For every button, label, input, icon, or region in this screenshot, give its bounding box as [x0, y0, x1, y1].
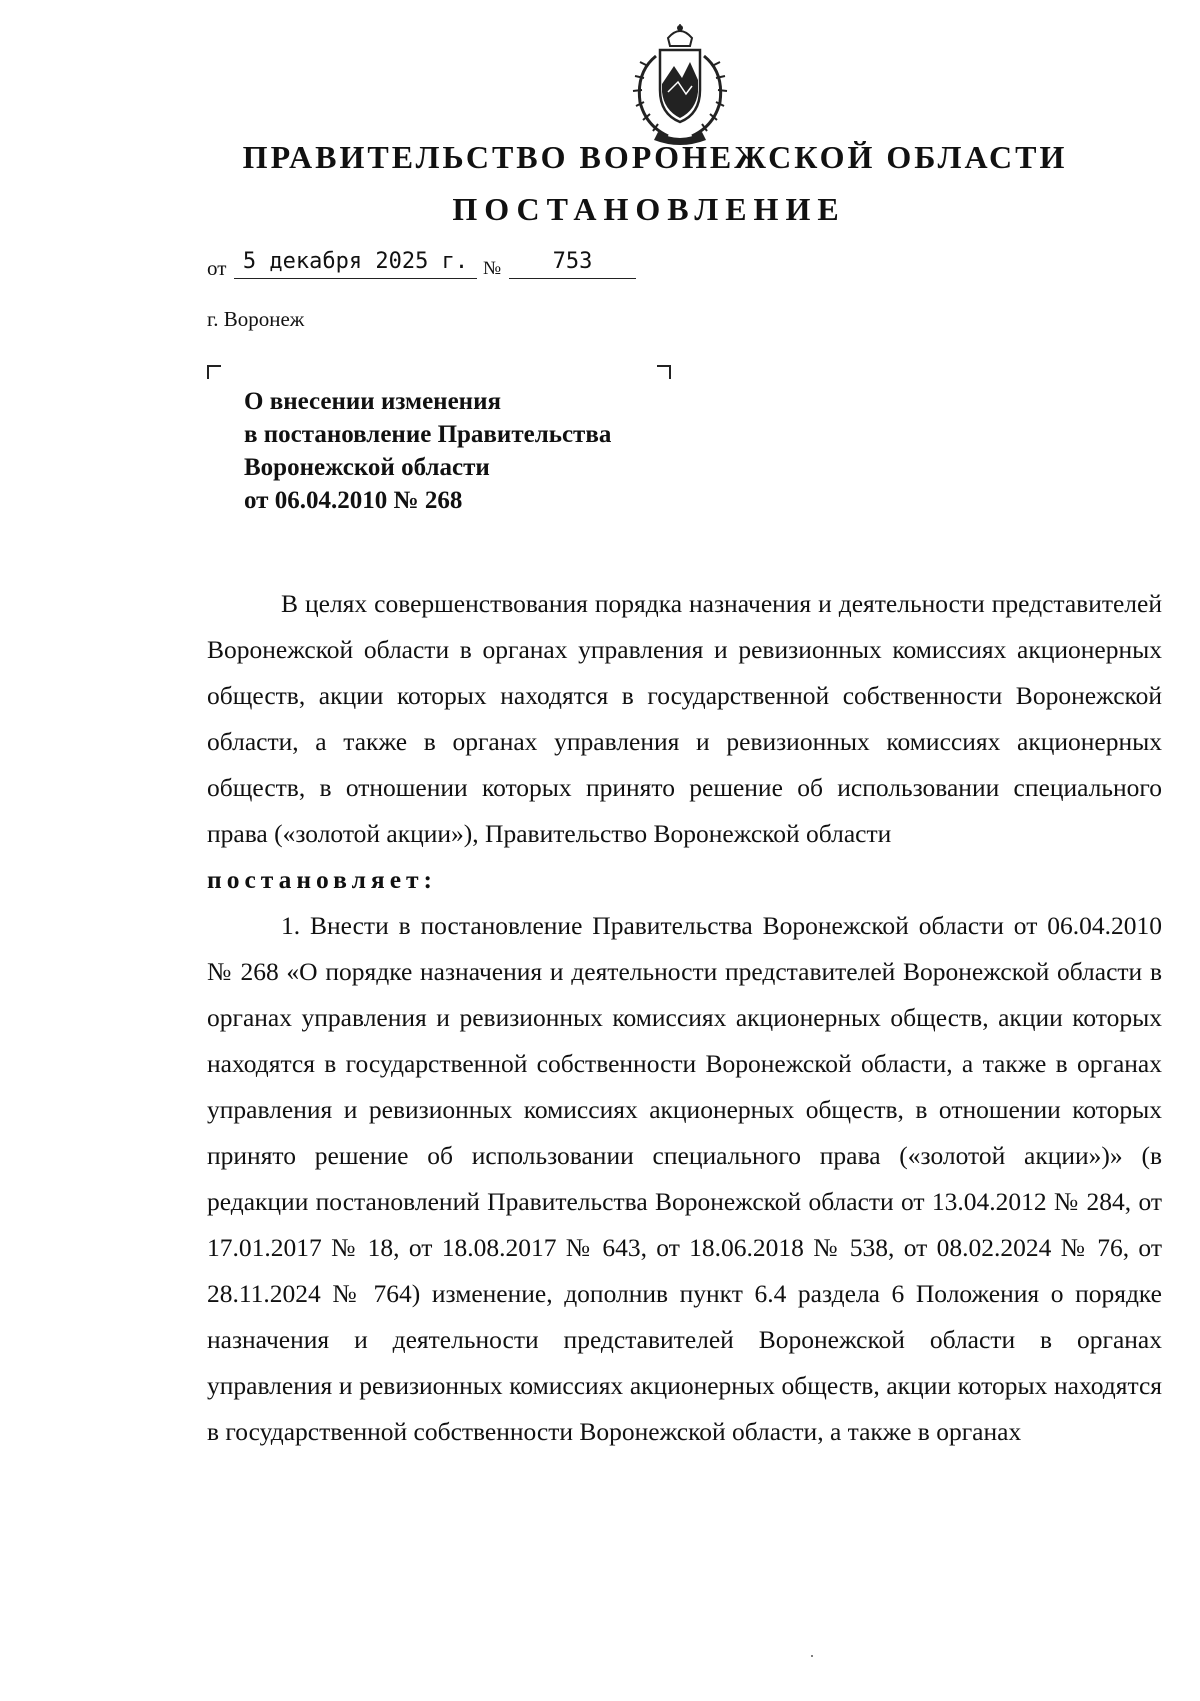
date-prefix-label: от [207, 256, 227, 280]
coat-of-arms-icon [628, 22, 732, 148]
city-label: г. Воронеж [207, 307, 305, 331]
organization-title: ПРАВИТЕЛЬСТВО ВОРОНЕЖСКОЙ ОБЛАСТИ [242, 139, 1068, 175]
number-prefix-label: № [483, 258, 502, 279]
document-body [207, 581, 1162, 1455]
document-number: 753 [509, 248, 636, 279]
subject-line: О внесении изменения [244, 388, 502, 415]
document-date-row [207, 248, 687, 288]
left-corner-mark [207, 365, 221, 379]
subject-line: Воронежской области [244, 454, 490, 481]
document-subject [244, 385, 704, 517]
document-date: 5 декабря 2025 г. [234, 248, 477, 279]
document-type-title: ПОСТАНОВЛЕНИЕ [452, 191, 846, 227]
scan-dot [811, 1655, 813, 1657]
item-1-paragraph: 1. Внести в постановление Правительства Воронежской области от 06.04.2010 № 268 «О порядке назначения и деятельности представителей Воронежской области в органах управления и ревизионных комиссиях акционерных обществ, акции которых находятся в государственной собственности Воронежской области, а также в органах управления и ревизионных комиссиях акционерных обществ, в отношении которых принято решение об использовании специального права («золотой акции»)» (в редакции постановлений Правительства Воронежской области от 13.04.2012 № 284, от 17.01.2017 № 18, от 18.08.2017 № 643, от 18.06.2018 № 538, от 08.02.2024 № 76, от 28.11.2024 № 764) изменение, дополнив пункт 6.4 раздела 6 Положения о порядке назначения и деятельности представителей Воронежской области в органах управления и ревизионных комиссиях акционерных обществ, акции которых находятся в государственной собственности Воронежской области, а также в органах [207, 911, 1162, 1446]
decree-word: постановляет: [207, 865, 438, 894]
subject-line: от 06.04.2010 № 268 [244, 487, 463, 514]
subject-line: в постановление Правительства [244, 421, 612, 448]
preamble-paragraph: В целях совершенствования порядка назначения и деятельности представителей Воронежской области в органах управления и ревизионных комиссиях акционерных обществ, акции которых находятся в государственной собственности Воронежской области, а также в органах управления и ревизионных комиссиях акционерных обществ, в отношении которых принято решение об использовании специального права («золотой акции»), Правительство Воронежской области [207, 589, 1162, 848]
right-corner-mark [657, 365, 671, 379]
